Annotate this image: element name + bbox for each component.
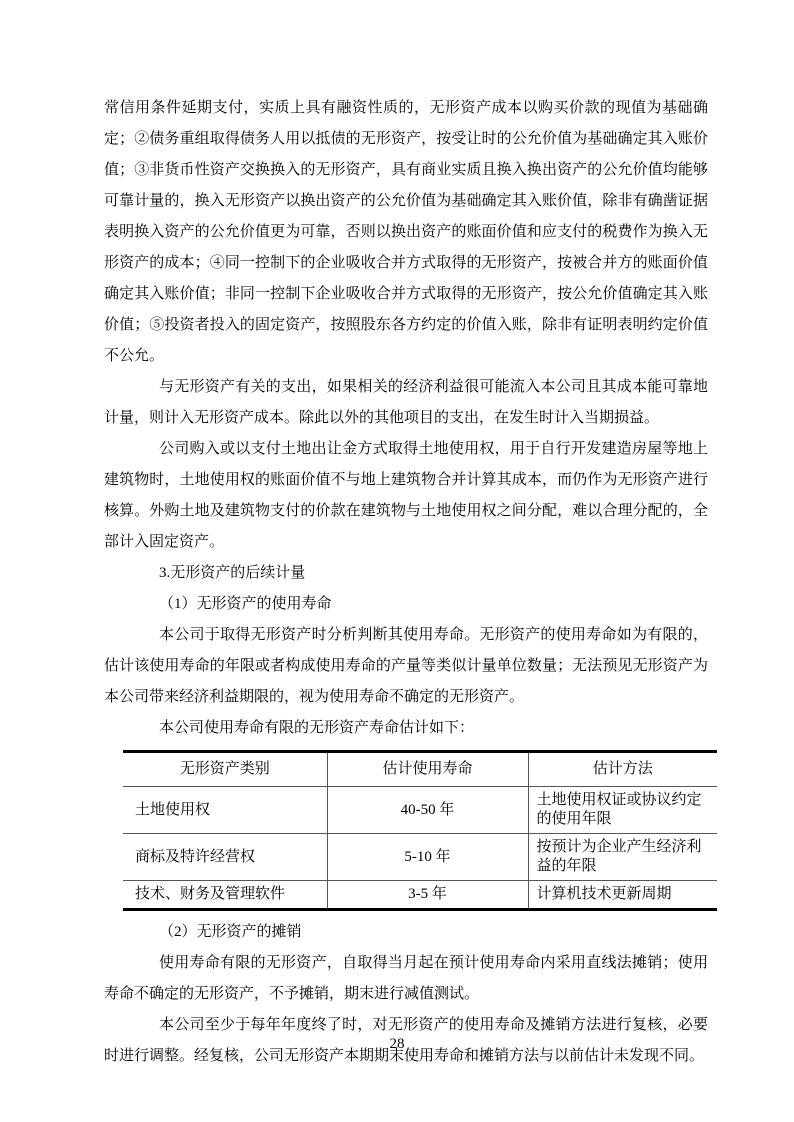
paragraph-table-intro: 本公司使用寿命有限的无形资产寿命估计如下： <box>159 720 475 736</box>
table-row <box>123 834 717 881</box>
paragraph-annual-review: 本公司至少于每年年度终了时，对无形资产的使用寿命及摊销方法进行复核，必要时进行调整。经复核，公司无形资产本期期末使用寿命和摊销方法与以前估计未发现不同。 <box>104 1017 708 1064</box>
cell-method: 计算机技术更新周期 <box>528 881 717 910</box>
paragraph-land-use-right: 公司购入或以支付土地出让金方式取得土地使用权，用于自行开发建造房屋等地上建筑物时，土地使用权的账面价值不与地上建筑物合并计算其成本，而仍作为无形资产进行核算。外购土地及建筑物支付的价款在建筑物与土地使用权之间分配，难以合理分配的，全部计入固定资产。 <box>104 441 708 550</box>
cell-method: 土地使用权证或协议约定的使用年限 <box>528 787 717 834</box>
paragraph-amortization-method: 使用寿命有限的无形资产，自取得当月起在预计使用寿命内采用直线法摊销；使用寿命不确定的无形资产，不予摊销，期末进行减值测试。 <box>104 955 708 1002</box>
heading-useful-life: （1）无形资产的使用寿命 <box>159 596 332 612</box>
cell-category: 技术、财务及管理软件 <box>123 881 327 910</box>
table-header-row <box>123 752 717 787</box>
page-number: 28 <box>389 1036 405 1052</box>
paragraph-useful-life-judgement: 本公司于取得无形资产时分析判断其使用寿命。无形资产的使用寿命如为有限的，估计该使用寿命的年限或者构成使用寿命的产量等类似计量单位数量；无法预见无形资产为本公司带来经济利益期限的，视为使用寿命不确定的无形资产。 <box>104 627 708 705</box>
cell-category: 商标及特许经营权 <box>123 834 327 881</box>
table-row <box>123 787 717 834</box>
heading-amortization: （2）无形资产的摊销 <box>159 924 302 940</box>
cell-life: 40-50 年 <box>327 787 528 834</box>
table-header-estimated-life: 估计使用寿命 <box>327 752 528 787</box>
table-header-estimation-method: 估计方法 <box>528 752 717 787</box>
cell-category: 土地使用权 <box>123 787 327 834</box>
cell-life: 3-5 年 <box>327 881 528 910</box>
page-footer <box>0 1036 794 1053</box>
table-row <box>123 881 717 910</box>
intangible-assets-life-table <box>123 750 717 911</box>
cell-method: 按预计为企业产生经济利益的年限 <box>528 834 717 881</box>
paragraph-related-expenditure: 与无形资产有关的支出，如果相关的经济利益很可能流入本公司且其成本能可靠地计量，则计入无形资产成本。除此以外的其他项目的支出，在发生时计入当期损益。 <box>104 379 708 426</box>
document-body <box>104 93 708 1072</box>
heading-subsequent-measurement: 3.无形资产的后续计量 <box>159 565 306 581</box>
paragraph-initial-measurement-continuation: 常信用条件延期支付，实质上具有融资性质的，无形资产成本以购买价款的现值为基础确定；②债务重组取得债务人用以抵债的无形资产，按受让时的公允价值为基础确定其入账价值；③非货币性资产交换换入的无形资产，具有商业实质且换入换出资产的公允价值均能够可靠计量的，换入无形资产以换出资产的公允价值为基础确定其入账价值，除非有确凿证据表明换入资产的公允价值更为可靠，否则以换出资产的账面价值和应支付的税费作为换入无形资产的成本；④同一控制下的企业吸收合并方式取得的无形资产，按被合并方的账面价值确定其入账价值；非同一控制下企业吸收合并方式取得的无形资产，按公允价值确定其入账价值；⑤投资者投入的固定资产，按照股东各方约定的价值入账，除非有证明表明约定价值不公允。 <box>104 100 708 364</box>
cell-life: 5-10 年 <box>327 834 528 881</box>
table-header-category: 无形资产类别 <box>123 752 327 787</box>
